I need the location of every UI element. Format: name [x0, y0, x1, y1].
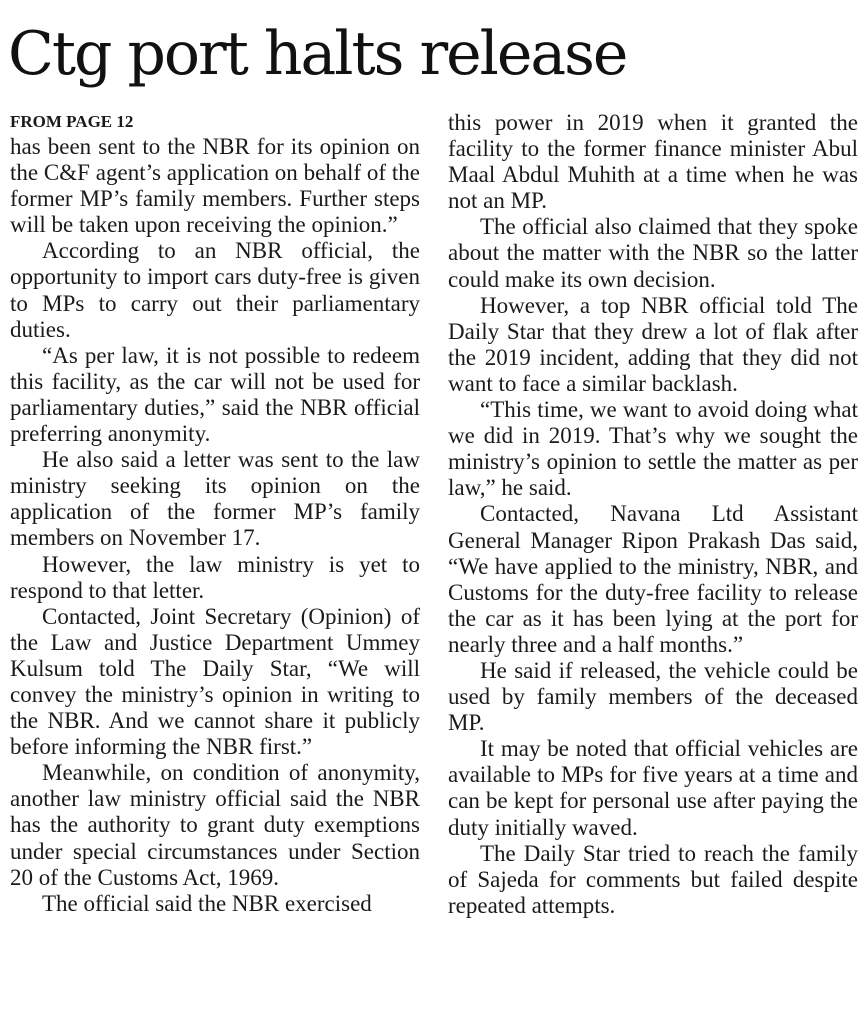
paragraph: The Daily Star tried to reach the family of Sajeda for comments but failed despite repeated attempts.	[448, 840, 858, 918]
left-column	[10, 110, 420, 917]
paragraph: The official also claimed that they spoke about the matter with the NBR so the latter could make its own decision.	[448, 214, 858, 292]
paragraph: Meanwhile, on condition of anonymity, another law ministry official said the NBR has the authority to grant duty exemptions under special circumstances under Section 20 of the Customs Act, 1969.	[10, 760, 420, 890]
paragraph: According to an NBR official, the opportunity to import cars duty-free is given to MPs to carry out their parliamentary duties.	[10, 238, 420, 342]
paragraph: has been sent to the NBR for its opinion on the C&F agent’s application on behalf of the former MP’s family members. Further steps will be taken upon receiving the opinion.”	[10, 134, 420, 238]
paragraph: It may be noted that official vehicles are available to MPs for five years at a time and can be kept for personal use after paying the duty initially waved.	[448, 736, 858, 840]
paragraph: “As per law, it is not possible to redeem this facility, as the car will not be used for parliamentary duties,” said the NBR official preferring anonymity.	[10, 342, 420, 447]
paragraph: Contacted, Navana Ltd Assistant General Manager Ripon Prakash Das said, “We have applied to the ministry, NBR, and Customs for the duty-free facility to release the car as it has been lying at the port for nearly three and a half months.”	[448, 501, 858, 657]
paragraph: “This time, we want to avoid doing what we did in 2019. That’s why we sought the ministry’s opinion to settle the matter as per law,” he said.	[448, 397, 858, 501]
paragraph: this power in 2019 when it granted the facility to the former finance minister Abul Maal Abdul Muhith at a time when he was not an MP.	[448, 110, 858, 214]
paragraph: However, the law ministry is yet to respond to that letter.	[10, 551, 420, 603]
paragraph: He also said a letter was sent to the law ministry seeking its opinion on the application of the former MP’s family members on November 17.	[10, 447, 420, 551]
paragraph: However, a top NBR official told The Daily Star that they drew a lot of flak after the 2019 incident, adding that they did not want to face a similar backlash.	[448, 292, 858, 396]
continuation-kicker: FROM PAGE 12	[10, 112, 134, 131]
paragraph: He said if released, the vehicle could be used by family members of the deceased MP.	[448, 657, 858, 736]
paragraph: The official said the NBR exercised	[42, 890, 372, 916]
paragraph: Contacted, Joint Secretary (Opinion) of the Law and Justice Department Ummey Kulsum told The Daily Star, “We will convey the ministry’s opinion in writing to the NBR. And we cannot share it publicly before informing the NBR first.”	[10, 603, 420, 760]
headline: Ctg port halts release	[8, 19, 627, 89]
right-column	[448, 110, 858, 919]
